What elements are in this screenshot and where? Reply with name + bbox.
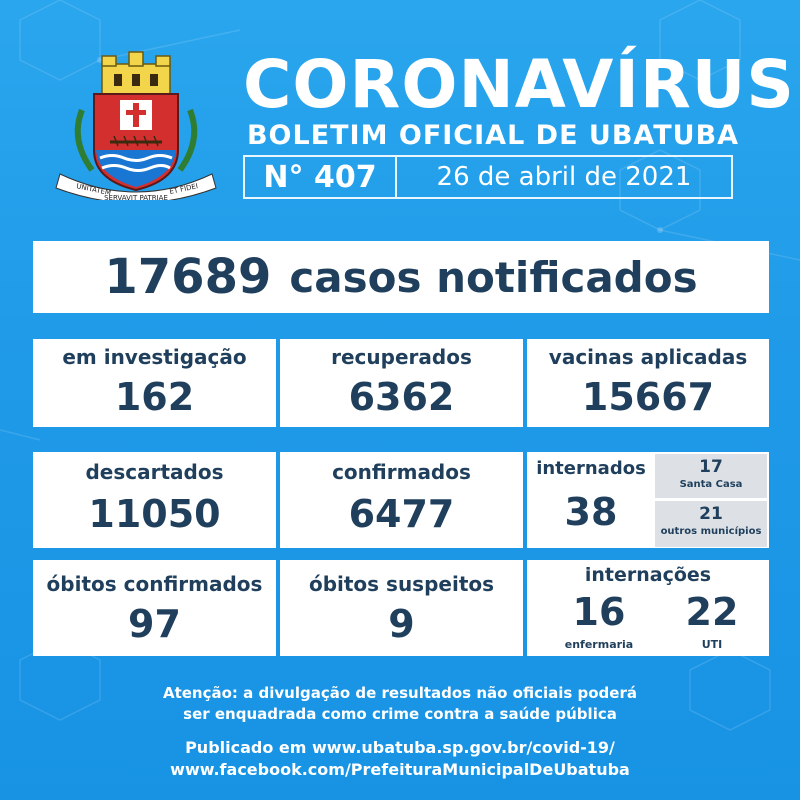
santa-casa-label: Santa Casa [679,479,743,490]
outros-municipios-value: 21 [699,504,723,524]
stat-value: 6362 [348,375,455,419]
outros-municipios-label: outros municípios [660,526,762,537]
total-cases-label: casos notificados [289,252,698,302]
stat-label: vacinas aplicadas [548,345,748,369]
stat-value: 162 [114,375,195,419]
stat-value: 9 [388,602,415,646]
city-crest-logo [52,50,220,200]
bulletin-info-box [243,155,733,199]
internados-box [527,452,769,548]
total-cases-number: 17689 [104,249,272,305]
stat-label: confirmados [332,460,471,484]
published-link-website[interactable]: Publicado em www.ubatuba.sp.gov.br/covid-19/ [185,738,615,757]
stat-label: recuperados [331,345,472,369]
published-link-facebook[interactable]: www.facebook.com/PrefeituraMunicipalDeUbatuba [170,760,630,779]
page-subtitle: BOLETIM OFICIAL DE UBATUBA [246,120,740,151]
internacoes-box [527,560,769,656]
santa-casa-value: 17 [699,457,723,477]
crest-motto-bottom: SERVAVIT PATRIAE [104,194,168,200]
stat-box-recuperados [280,339,523,427]
warning-text-line1: Atenção: a divulgação de resultados não oficiais poderá [162,684,637,702]
uti-label: UTI [701,638,723,651]
crest-motto-right: ET FIDEI [168,182,199,196]
enfermaria-label: enfermaria [564,638,634,651]
stat-box-obitos-suspeitos [280,560,523,656]
stat-label: óbitos suspeitos [308,572,495,596]
stat-label: óbitos confirmados [46,572,263,596]
uti-value: 22 [685,590,739,634]
stat-box-descartados [33,452,276,548]
stat-box-vacinas [527,339,769,427]
stat-box-investigacao [33,339,276,427]
stat-box-obitos-confirmados [33,560,276,656]
warning-text-line2: ser enquadrada como crime contra a saúde pública [183,705,617,723]
stat-value: 97 [128,602,181,646]
stat-value: 15667 [581,375,715,419]
stat-label: em investigação [62,345,247,369]
stat-label: descartados [85,460,224,484]
crest-motto-left: UNITATEM [75,182,112,198]
total-cases-box [33,241,769,313]
bulletin-number: N° 407 [245,157,397,197]
santa-casa-panel [655,454,767,498]
stat-value: 11050 [88,492,221,536]
page-title: CORONAVÍRUS [243,46,795,123]
stat-value: 6477 [348,492,455,536]
outros-municipios-panel [655,501,767,547]
internacoes-title: internações [584,564,712,586]
bulletin-date: 26 de abril de 2021 [436,162,692,192]
internados-label: internados [536,458,646,479]
internados-value: 38 [564,490,618,534]
stat-box-confirmados [280,452,523,548]
enfermaria-value: 16 [572,590,626,634]
